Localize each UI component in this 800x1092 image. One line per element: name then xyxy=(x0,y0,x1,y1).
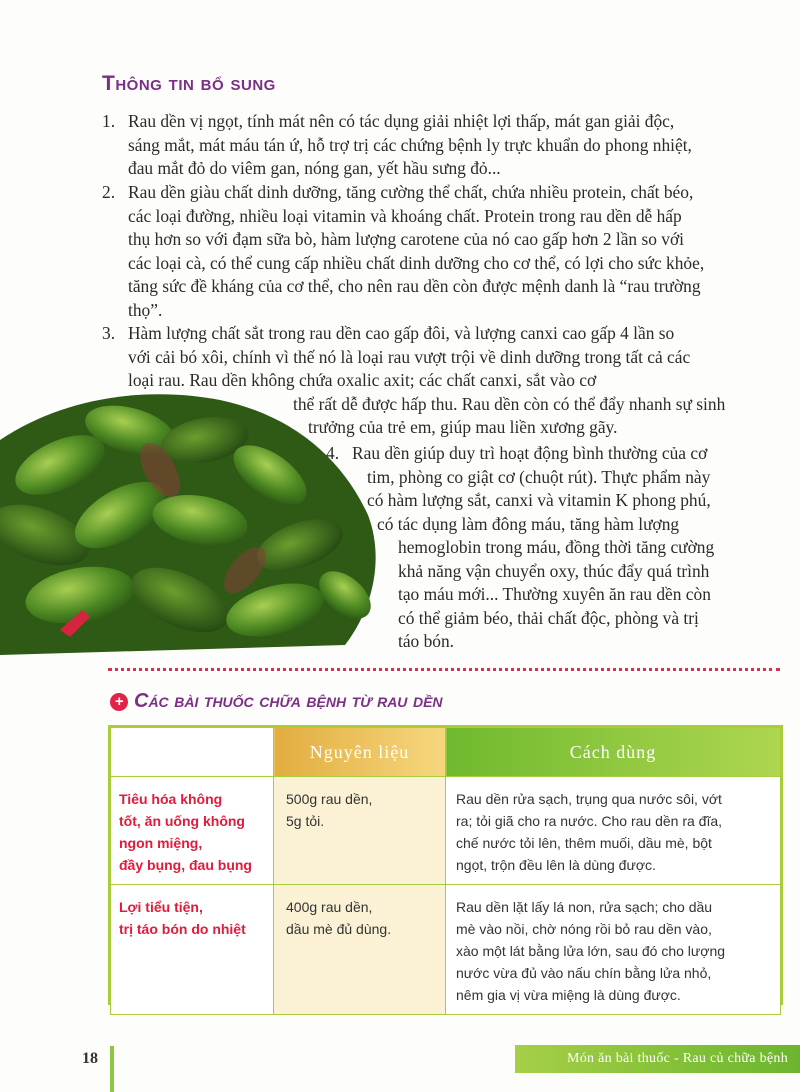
usage-line: ngọt, trộn đều lên là dùng được. xyxy=(456,857,656,873)
paragraph-line: thụ hơn so với đạm sữa bò, hàm lượng carotene của nó cao gấp hơn 2 lần so với xyxy=(128,229,684,249)
ailment-line: ngon miệng, xyxy=(119,835,203,851)
paragraph-2 xyxy=(102,181,705,322)
remedy-title-text: Các bài thuốc chữa bệnh từ rau dền xyxy=(134,690,443,712)
ailment-line: đầy bụng, đau bụng xyxy=(119,857,252,873)
ailment-line: trị táo bón do nhiệt xyxy=(119,921,246,937)
usage-line: nước vừa đủ vào nấu chín bằng lửa nhỏ, xyxy=(456,965,712,981)
paragraph-line: tăng sức đề kháng của cơ thể, cho nên rau dền còn được mệnh danh là “rau trường xyxy=(128,276,701,296)
header-usage: Cách dùng xyxy=(446,728,781,777)
ailment-line: Lợi tiểu tiện, xyxy=(119,899,203,915)
usage-line: Rau dền lặt lấy lá non, rửa sạch; cho dầu xyxy=(456,899,713,915)
usage-line: xào một lát bằng lửa lớn, sau đó cho lượng xyxy=(456,943,726,959)
paragraph-line: các loại đường, nhiều loại vitamin và khoáng chất. Protein trong rau dền dễ hấp xyxy=(128,205,682,226)
remedy-table xyxy=(108,725,783,1005)
table-row xyxy=(111,885,781,1015)
ailment-name xyxy=(111,777,274,885)
usage-line: mè vào nồi, chờ nóng rồi bỏ rau dền vào, xyxy=(456,921,712,937)
header-ingredients: Nguyên liệu xyxy=(274,728,446,777)
ingredient-line: 5g tỏi. xyxy=(286,813,325,829)
ingredient-line: 400g rau dền, xyxy=(286,899,373,915)
ingredients-cell xyxy=(274,885,446,1015)
section-title: Thông tin bổ sung xyxy=(102,72,276,95)
ingredient-line: 500g rau dền, xyxy=(286,791,373,807)
usage-line: Rau dền rửa sạch, trụng qua nước sôi, vớt xyxy=(456,791,722,807)
ailment-name xyxy=(111,885,274,1015)
paragraph-line: đau mắt đỏ do viêm gan, nóng gan, yết hầu sưng đỏ... xyxy=(128,158,501,178)
paragraph-line: các loại cà, có thể cung cấp nhiều chất dinh dưỡng cho cơ thể, có lợi cho sức khỏe, xyxy=(128,252,705,273)
paragraph-line: có thể giảm béo, thải chất độc, phòng và trị xyxy=(398,607,699,628)
ailment-line: Tiêu hóa không xyxy=(119,791,223,807)
table-row xyxy=(111,777,781,885)
paragraph-line: táo bón. xyxy=(398,631,455,651)
usage-cell xyxy=(446,777,781,885)
ailment-line: tốt, ăn uống không xyxy=(119,813,245,829)
usage-line: nêm gia vị vừa miệng là dùng được. xyxy=(456,987,681,1003)
table-header-row xyxy=(111,728,781,777)
paragraph-line: sáng mắt, mát máu tán ứ, hỗ trợ trị các chứng bệnh ly trực khuẩn do phong nhiệt, xyxy=(128,134,692,155)
paragraph-line: loại rau. Rau dền không chứa oxalic axit; các chất canxi, sắt vào cơ xyxy=(128,370,597,390)
paragraph-line: tim, phòng co giật cơ (chuột rút). Thực phẩm này xyxy=(367,466,711,487)
paragraph-line: có tác dụng làm đông máu, tăng hàm lượng xyxy=(377,513,680,534)
usage-line: ra; tỏi giã cho ra nước. Cho rau dền ra đĩa, xyxy=(456,813,723,829)
paragraph-line: Rau dền giàu chất dinh dưỡng, tăng cường thể chất, chứa nhiều protein, chất béo, xyxy=(128,182,694,202)
paragraph-3 xyxy=(102,322,726,440)
ingredients-cell xyxy=(274,777,446,885)
paragraph-line: trưởng của trẻ em, giúp mau liền xương gãy. xyxy=(308,417,618,437)
paragraph-line: khả năng vận chuyển oxy, thúc đẩy quá trình xyxy=(398,560,710,581)
remedy-section-title xyxy=(110,690,443,713)
usage-cell xyxy=(446,885,781,1015)
page-number: 18 xyxy=(82,1050,98,1067)
paragraph-line: thọ”. xyxy=(128,299,163,320)
paragraph-4 xyxy=(326,442,715,654)
paragraph-line: thể rất dễ được hấp thu. Rau dền còn có thể đẩy nhanh sự sinh xyxy=(293,393,726,414)
paragraph-1 xyxy=(102,110,692,181)
paragraph-line: hemoglobin trong máu, đồng thời tăng cường xyxy=(398,537,715,557)
paragraph-number: 2. xyxy=(102,182,116,202)
header-blank xyxy=(111,728,274,777)
paragraph-line: Rau dền giúp duy trì hoạt động bình thường của cơ xyxy=(352,443,708,463)
paragraph-line: có hàm lượng sắt, canxi và vitamin K phong phú, xyxy=(367,490,711,510)
paragraph-number: 4. xyxy=(326,443,340,463)
ingredient-line: dầu mè đủ dùng. xyxy=(286,921,392,937)
paragraph-line: Hàm lượng chất sắt trong rau dền cao gấp đôi, và lượng canxi cao gấp 4 lần so xyxy=(128,323,675,343)
paragraph-line: với cải bó xôi, chính vì thế nó là loại rau vượt trội về dinh dưỡng trong tất cả các xyxy=(128,346,691,367)
plus-circle-icon: + xyxy=(110,693,128,711)
paragraph-number: 3. xyxy=(102,323,116,343)
dotted-divider xyxy=(108,668,780,671)
book-title-text: Món ăn bài thuốc - Rau củ chữa bệnh xyxy=(566,1051,788,1066)
paragraph-number: 1. xyxy=(102,111,116,131)
paragraph-line: Rau dền vị ngọt, tính mát nên có tác dụng giải nhiệt lợi thấp, mát gan giải độc, xyxy=(128,111,675,131)
paragraph-line: tạo máu mới... Thường xuyên ăn rau dền còn xyxy=(398,584,711,604)
footer-book-title xyxy=(515,1045,800,1073)
footer-accent-bar xyxy=(110,1046,114,1092)
usage-line: chế nước tỏi lên, thêm muối, dầu mè, bột xyxy=(456,835,712,851)
